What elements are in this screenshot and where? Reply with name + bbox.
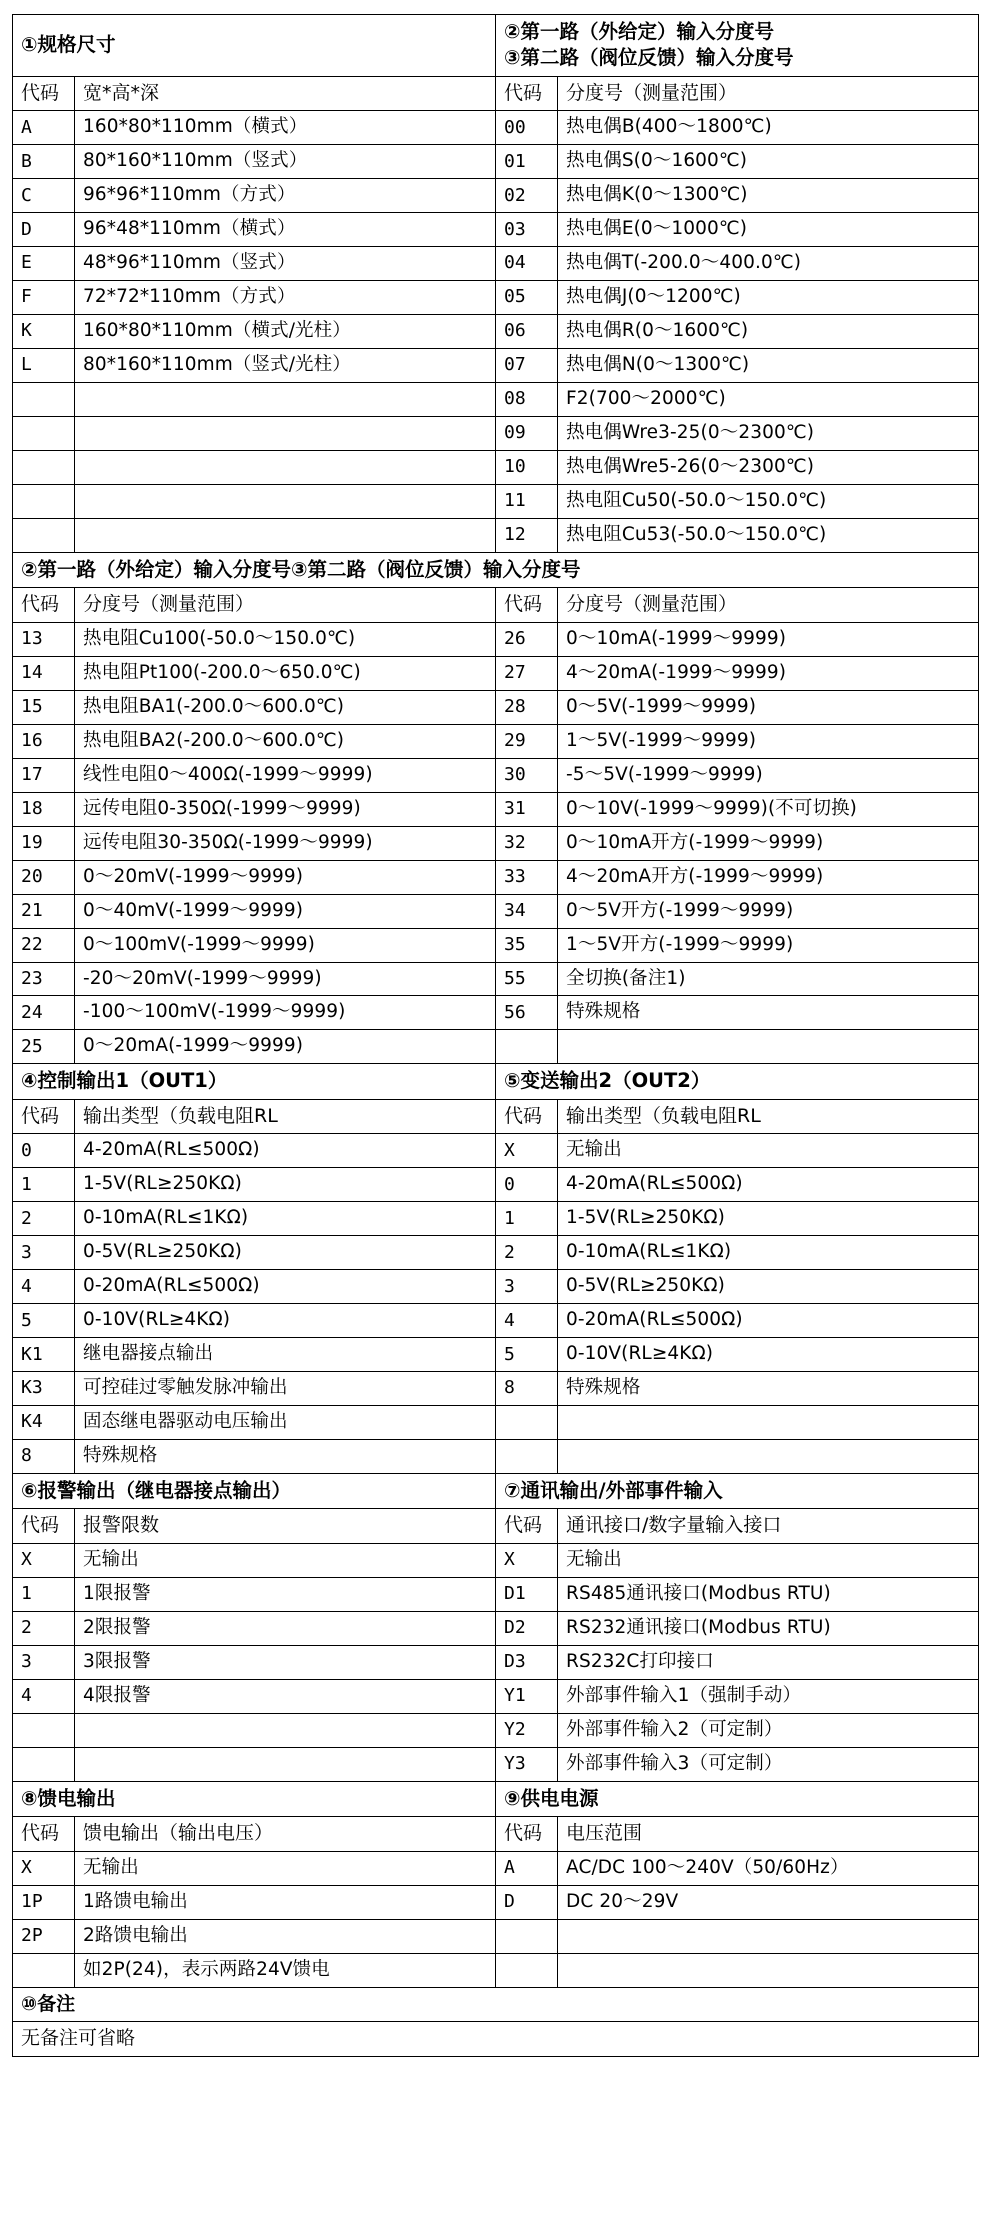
row-value: 无输出 [75,1851,496,1885]
table-row [13,450,979,484]
table-row [13,1134,979,1168]
row-code: 3 [13,1236,75,1270]
row-code: 2 [13,1611,75,1645]
row-code: 4 [13,1270,75,1304]
row-value: 如2P(24)，表示两路24V馈电 [75,1953,496,1987]
row-code: 16 [13,724,75,758]
row-value: 80*160*110mm（竖式/光柱） [75,349,496,383]
col-header-code-right: 代码 [496,1509,558,1544]
row-value [558,1440,979,1474]
row-code: X [496,1544,558,1578]
row-code: X [13,1851,75,1885]
row-code: D [13,213,75,247]
table-row [13,15,979,77]
row-value: 0-10V(RL≥4KΩ) [558,1338,979,1372]
row-value: 无输出 [558,1544,979,1578]
table-row [13,1474,979,1509]
row-code: A [496,1851,558,1885]
row-value [75,450,496,484]
row-value: 可控硅过零触发脉冲输出 [75,1372,496,1406]
table-row [13,518,979,552]
row-code: 06 [496,315,558,349]
row-code: 22 [13,928,75,962]
table-row [13,1202,979,1236]
row-code: 34 [496,894,558,928]
row-code: 3 [496,1270,558,1304]
table-row [13,1338,979,1372]
table-row [13,724,979,758]
row-value: 2路馈电输出 [75,1919,496,1953]
row-value: 远传电阻30-350Ω(-1999～9999) [75,826,496,860]
table-row [13,1372,979,1406]
table-row [13,1817,979,1852]
row-code [13,1747,75,1781]
table-row [13,758,979,792]
row-value: 热电偶N(0～1300℃) [558,349,979,383]
row-code: 32 [496,826,558,860]
table-row [13,1030,979,1064]
row-value: 0～40mV(-1999～9999) [75,894,496,928]
row-value: -100～100mV(-1999～9999) [75,996,496,1030]
row-value: AC/DC 100～240V（50/60Hz） [558,1851,979,1885]
row-code: 55 [496,962,558,996]
table-row [13,622,979,656]
table-row [13,416,979,450]
row-code [496,1030,558,1064]
table-row [13,281,979,315]
table-row [13,484,979,518]
row-value [558,1406,979,1440]
row-code: 21 [13,894,75,928]
section-input1-header-line1: ②第一路（外给定）输入分度号 [504,20,775,43]
table-row [13,894,979,928]
table-row [13,826,979,860]
table-row [13,1440,979,1474]
row-code: A [13,111,75,145]
table-row [13,383,979,417]
row-code: 07 [496,349,558,383]
row-value: 1-5V(RL≥250KΩ) [75,1168,496,1202]
row-code: 2 [496,1236,558,1270]
row-code: 28 [496,690,558,724]
row-value [75,1747,496,1781]
row-code [13,484,75,518]
row-value [75,416,496,450]
row-value: 96*48*110mm（横式） [75,213,496,247]
row-value: 0～100mV(-1999～9999) [75,928,496,962]
col-header-code-left: 代码 [13,1817,75,1852]
row-value: RS232C打印接口 [558,1645,979,1679]
col-header-voltage: 电压范围 [558,1817,979,1852]
row-code: K4 [13,1406,75,1440]
row-value: 固态继电器驱动电压输出 [75,1406,496,1440]
table-row [13,996,979,1030]
row-value: 热电偶E(0～1000℃) [558,213,979,247]
row-value: 96*96*110mm（方式） [75,179,496,213]
row-code: 33 [496,860,558,894]
row-code [13,518,75,552]
row-value: 0-20mA(RL≤500Ω) [558,1304,979,1338]
col-header-grade: 分度号（测量范围） [558,76,979,111]
row-value: 1～5V开方(-1999～9999) [558,928,979,962]
table-row [13,1168,979,1202]
table-row [13,1645,979,1679]
table-row [13,76,979,111]
table-row [13,1577,979,1611]
table-row [13,145,979,179]
row-value: 4-20mA(RL≤500Ω) [75,1134,496,1168]
row-value [558,1919,979,1953]
table-row [13,315,979,349]
table-row [13,1236,979,1270]
table-row [13,1919,979,1953]
row-value: RS232通讯接口(Modbus RTU) [558,1611,979,1645]
row-code: 4 [496,1304,558,1338]
row-value: 160*80*110mm（横式/光柱） [75,315,496,349]
row-code [496,1953,558,1987]
row-value: 0～10mA开方(-1999～9999) [558,826,979,860]
row-value [75,518,496,552]
table-row [13,1304,979,1338]
col-header-alarm: 报警限数 [75,1509,496,1544]
row-code: 00 [496,111,558,145]
row-code: 02 [496,179,558,213]
row-value: 4限报警 [75,1679,496,1713]
row-code: 26 [496,622,558,656]
row-value: 0～10mA(-1999～9999) [558,622,979,656]
row-code: 2P [13,1919,75,1953]
row-value: 热电阻BA2(-200.0～600.0℃) [75,724,496,758]
row-code: 15 [13,690,75,724]
row-value: 0-10mA(RL≤1KΩ) [75,1202,496,1236]
row-code: X [496,1134,558,1168]
row-value: 外部事件输入1（强制手动） [558,1679,979,1713]
row-value: 远传电阻0-350Ω(-1999～9999) [75,792,496,826]
col-header-grade-right: 分度号（测量范围） [558,588,979,623]
table-row [13,1885,979,1919]
table-row [13,1270,979,1304]
row-code: 8 [13,1440,75,1474]
col-header-code-right: 代码 [496,76,558,111]
table-row [13,1713,979,1747]
row-value: 0～20mV(-1999～9999) [75,860,496,894]
row-code: 19 [13,826,75,860]
row-code: 1P [13,1885,75,1919]
row-code: 1 [496,1202,558,1236]
col-header-code-right: 代码 [496,1817,558,1852]
row-value [75,1713,496,1747]
row-code: D3 [496,1645,558,1679]
row-code: 18 [13,792,75,826]
row-code [13,416,75,450]
col-header-size: 宽*高*深 [75,76,496,111]
row-code: 09 [496,416,558,450]
row-code: 4 [13,1679,75,1713]
table-row [13,1851,979,1885]
row-value: 热电偶K(0～1300℃) [558,179,979,213]
row-value: 0～10V(-1999～9999)(不可切换) [558,792,979,826]
section-power-header: ⑨供电电源 [496,1781,979,1816]
row-value: 特殊规格 [558,1372,979,1406]
row-value [558,1953,979,1987]
table-row [13,1099,979,1134]
row-code: 20 [13,860,75,894]
row-value: 热电偶T(-200.0～400.0℃) [558,247,979,281]
row-value: 48*96*110mm（竖式） [75,247,496,281]
section-size-table [12,14,979,2057]
row-value: 72*72*110mm（方式） [75,281,496,315]
row-code: K1 [13,1338,75,1372]
table-row [13,1544,979,1578]
row-value: 热电偶Wre3-25(0～2300℃) [558,416,979,450]
table-row [13,1747,979,1781]
row-code: 14 [13,656,75,690]
section-out1-header: ④控制输出1（OUT1） [13,1064,496,1099]
row-code: F [13,281,75,315]
row-value: 热电偶Wre5-26(0～2300℃) [558,450,979,484]
row-value: 热电阻Cu53(-50.0～150.0℃) [558,518,979,552]
row-value: 0-10V(RL≥4KΩ) [75,1304,496,1338]
row-code: 12 [496,518,558,552]
table-row [13,656,979,690]
row-value: 4-20mA(RL≤500Ω) [558,1168,979,1202]
row-code: 05 [496,281,558,315]
table-row [13,588,979,623]
row-code: 35 [496,928,558,962]
row-value: -20～20mV(-1999～9999) [75,962,496,996]
row-value: 热电阻Pt100(-200.0～650.0℃) [75,656,496,690]
row-value: F2(700～2000℃) [558,383,979,417]
section-alarm-header: ⑥报警输出（继电器接点输出） [13,1474,496,1509]
row-code: Y3 [496,1747,558,1781]
row-code: 24 [13,996,75,1030]
row-code: 27 [496,656,558,690]
table-row [13,179,979,213]
row-value: 0～20mA(-1999～9999) [75,1030,496,1064]
row-value: -5～5V(-1999～9999) [558,758,979,792]
remark-text: 无备注可省略 [13,2022,979,2057]
table-row [13,1679,979,1713]
row-code: 03 [496,213,558,247]
row-code: 31 [496,792,558,826]
row-value: RS485通讯接口(Modbus RTU) [558,1577,979,1611]
row-value: 1-5V(RL≥250KΩ) [558,1202,979,1236]
col-header-code-left: 代码 [13,1509,75,1544]
row-value: DC 20～29V [558,1885,979,1919]
col-header-code-right: 代码 [496,588,558,623]
row-code: 8 [496,1372,558,1406]
row-value: 4～20mA(-1999～9999) [558,656,979,690]
row-code [13,383,75,417]
row-code [13,450,75,484]
row-value: 热电阻Cu50(-50.0～150.0℃) [558,484,979,518]
table-row [13,1406,979,1440]
col-header-feed: 馈电输出（输出电压） [75,1817,496,1852]
section-size-header: ①规格尺寸 [13,15,496,77]
row-code: 10 [496,450,558,484]
section-input1-header [496,15,979,77]
table-row [13,1953,979,1987]
table-row [13,247,979,281]
row-value: 0-5V(RL≥250KΩ) [558,1270,979,1304]
row-value: 热电阻BA1(-200.0～600.0℃) [75,690,496,724]
row-code: 04 [496,247,558,281]
row-value: 0～5V开方(-1999～9999) [558,894,979,928]
row-value: 热电偶S(0～1600℃) [558,145,979,179]
table-row [13,1509,979,1544]
row-code: 2 [13,1202,75,1236]
row-code: 13 [13,622,75,656]
row-code: D [496,1885,558,1919]
row-value: 全切换(备注1) [558,962,979,996]
row-code [13,1713,75,1747]
col-header-code-left: 代码 [13,1099,75,1134]
row-code [496,1919,558,1953]
row-value: 特殊规格 [75,1440,496,1474]
row-value: 2限报警 [75,1611,496,1645]
col-header-grade-left: 分度号（测量范围） [75,588,496,623]
row-value: 1限报警 [75,1577,496,1611]
col-header-code-left: 代码 [13,76,75,111]
row-code: 08 [496,383,558,417]
row-code: 23 [13,962,75,996]
table-row [13,2022,979,2057]
row-code: 0 [13,1134,75,1168]
row-value: 160*80*110mm（横式） [75,111,496,145]
section-input1-header-line2: ③第二路（阀位反馈）输入分度号 [504,46,794,70]
row-value: 80*160*110mm（竖式） [75,145,496,179]
row-code: B [13,145,75,179]
row-value: 外部事件输入2（可定制） [558,1713,979,1747]
row-code: Y2 [496,1713,558,1747]
row-value: 热电偶R(0～1600℃) [558,315,979,349]
row-code: 29 [496,724,558,758]
section-out2-header: ⑤变送输出2（OUT2） [496,1064,979,1099]
row-code: X [13,1544,75,1578]
row-code: L [13,349,75,383]
row-value: 继电器接点输出 [75,1338,496,1372]
row-value: 3限报警 [75,1645,496,1679]
row-value: 热电阻Cu100(-50.0～150.0℃) [75,622,496,656]
row-value: 热电偶B(400～1800℃) [558,111,979,145]
row-value: 线性电阻0～400Ω(-1999～9999) [75,758,496,792]
row-code: 5 [496,1338,558,1372]
row-code: 11 [496,484,558,518]
col-header-type-right: 输出类型（负载电阻RL [558,1099,979,1134]
table-row [13,792,979,826]
row-code: D2 [496,1611,558,1645]
row-code: D1 [496,1577,558,1611]
row-code [496,1406,558,1440]
row-value: 无输出 [558,1134,979,1168]
row-code: 3 [13,1645,75,1679]
row-code: 5 [13,1304,75,1338]
table-row [13,962,979,996]
col-header-comm: 通讯接口/数字量输入接口 [558,1509,979,1544]
table-row [13,1611,979,1645]
col-header-type-left: 输出类型（负载电阻RL [75,1099,496,1134]
table-row [13,1064,979,1099]
row-value [558,1030,979,1064]
row-value: 外部事件输入3（可定制） [558,1747,979,1781]
row-value: 0～5V(-1999～9999) [558,690,979,724]
section-feed-header: ⑧馈电输出 [13,1781,496,1816]
row-value: 热电偶J(0～1200℃) [558,281,979,315]
row-code: E [13,247,75,281]
row-value: 0-5V(RL≥250KΩ) [75,1236,496,1270]
col-header-code-right: 代码 [496,1099,558,1134]
section-remark-header: ⑩备注 [13,1987,979,2022]
row-code: 01 [496,145,558,179]
col-header-code-left: 代码 [13,588,75,623]
table-row [13,860,979,894]
table-row [13,349,979,383]
row-value: 4～20mA开方(-1999～9999) [558,860,979,894]
row-code: K [13,315,75,349]
row-code: 30 [496,758,558,792]
section-input2-header: ②第一路（外给定）输入分度号③第二路（阀位反馈）输入分度号 [13,552,979,587]
row-code: 1 [13,1168,75,1202]
table-row [13,928,979,962]
table-row [13,1781,979,1816]
section-comm-header: ⑦通讯输出/外部事件输入 [496,1474,979,1509]
row-code: 17 [13,758,75,792]
row-value: 1～5V(-1999～9999) [558,724,979,758]
table-row [13,111,979,145]
row-value: 特殊规格 [558,996,979,1030]
row-code: 0 [496,1168,558,1202]
row-code [13,1953,75,1987]
table-row [13,213,979,247]
row-code [496,1440,558,1474]
row-code: 25 [13,1030,75,1064]
row-value: 1路馈电输出 [75,1885,496,1919]
row-value: 无输出 [75,1544,496,1578]
row-code: C [13,179,75,213]
row-code: 1 [13,1577,75,1611]
row-value [75,484,496,518]
row-value [75,383,496,417]
row-code: Y1 [496,1679,558,1713]
row-code: K3 [13,1372,75,1406]
table-row [13,690,979,724]
row-code: 56 [496,996,558,1030]
row-value: 0-10mA(RL≤1KΩ) [558,1236,979,1270]
table-row [13,1987,979,2022]
table-row [13,552,979,587]
row-value: 0-20mA(RL≤500Ω) [75,1270,496,1304]
